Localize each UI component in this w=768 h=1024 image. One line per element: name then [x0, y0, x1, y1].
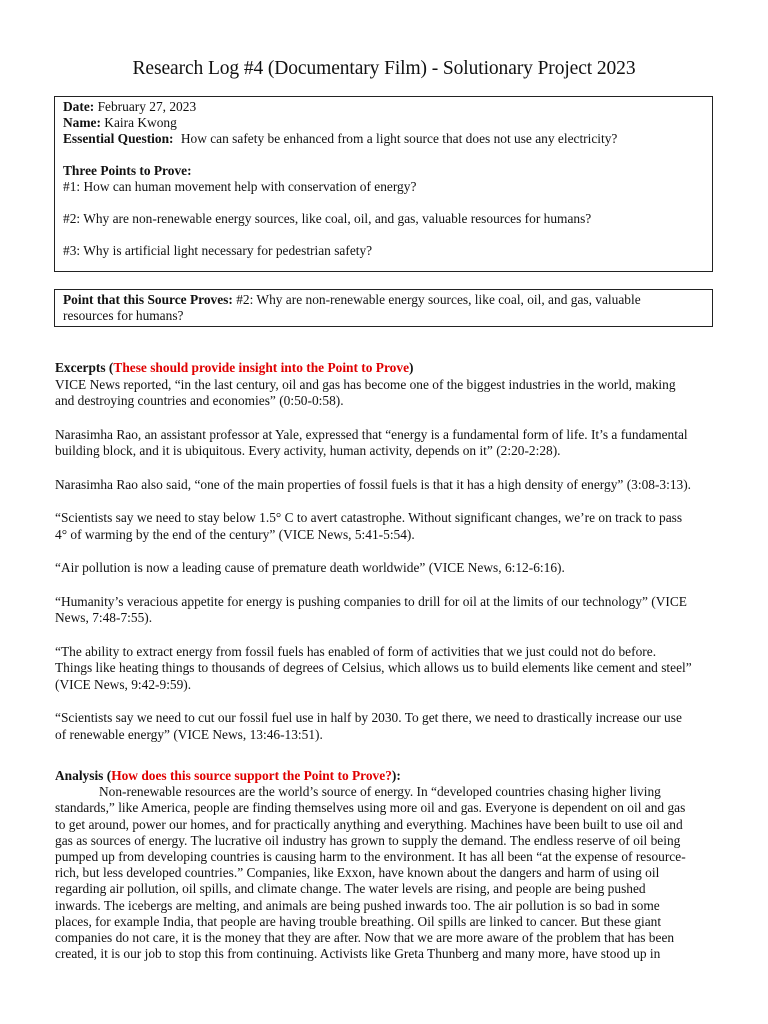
header-info-box	[54, 96, 713, 272]
point-2: #2: Why are non-renewable energy sources, like coal, oil, and gas, valuable resources for humans?	[63, 211, 592, 226]
excerpts-section	[55, 360, 717, 743]
page-title: Research Log #4 (Documentary Film) - Solutionary Project 2023	[132, 58, 636, 79]
excerpt-list	[55, 377, 717, 744]
excerpt-line: Narasimha Rao also said, “one of the main properties of fossil fuels is that it has a high density of energy” (3:08-3:13).	[55, 476, 692, 492]
essential-question-label: Essential Question:	[63, 131, 174, 146]
source-point-text-2: resources for humans?	[63, 308, 184, 323]
excerpt-item	[55, 427, 717, 460]
analysis-line: regarding air pollution, oil spills, and climate change. The water levels are rising, and people are being pushed	[55, 881, 646, 897]
excerpt-item	[55, 710, 717, 743]
essential-question-value: How can safety be enhanced from a light source that does not use any electricity?	[180, 131, 618, 146]
source-point-label: Point that this Source Proves:	[63, 292, 233, 307]
analysis-line: created, it is our job to stop this from continuing. Activists like Greta Thunberg and many more, have stood up in	[55, 946, 661, 962]
date-value: February 27, 2023	[97, 99, 197, 114]
essential-question-line	[63, 131, 704, 147]
excerpt-line: (VICE News, 9:42-9:59).	[55, 676, 192, 692]
analysis-line: rich, but less developed countries.” Companies, like Exxon, have known about the dangers and harm of using oil	[55, 865, 660, 881]
source-point-text-1: #2: Why are non-renewable energy sources, like coal, oil, and gas, valuable	[236, 292, 641, 307]
excerpt-line: and destroying countries and economies” (0:50-0:58).	[55, 393, 344, 408]
excerpt-line: “Air pollution is now a leading cause of premature death worldwide” (VICE News, 6:12-6:16).	[55, 560, 565, 575]
excerpts-heading-note: These should provide insight into the Point to Prove	[113, 360, 410, 375]
name-value: Kaira Kwong	[104, 115, 177, 130]
date-label: Date:	[63, 99, 95, 114]
analysis-heading: Analysis (How does this source support the Point to Prove?):	[55, 768, 401, 783]
excerpt-line: “Scientists say we need to stay below 1.5° C to avert catastrophe. Without significant changes, we’re on track to pass	[55, 510, 683, 525]
point-3: #3: Why is artificial light necessary for pedestrian safety?	[63, 243, 373, 258]
excerpt-line: 4° of warming by the end of the century” (VICE News, 5:41-5:54).	[55, 526, 415, 542]
analysis-line: gas as sources of energy. The lucrative oil industry has grown to supply the demand. The endless reserve of oil being	[55, 832, 681, 848]
analysis-line: to get around, power our homes, and for practically anything and everything. Machines have been built to use oil and	[55, 816, 683, 832]
excerpt-line: Narasimha Rao, an assistant professor at Yale, expressed that “energy is a fundamental form of life. It’s a fundamental	[55, 426, 688, 442]
date-line	[63, 99, 704, 115]
excerpt-line: “Scientists say we need to cut our fossil fuel use in half by 2030. To get there, we need to drastically increase our use	[55, 710, 682, 725]
analysis-paragraph	[55, 784, 717, 962]
excerpt-item	[55, 377, 717, 410]
excerpt-item	[55, 510, 717, 543]
analysis-line: inwards. The icebergs are melting, and animals are being pushed inwards too. The air pollution is so bad in some	[55, 897, 660, 913]
analysis-line: companies do not care, it is the money that they are after. Now that we are more aware of the problem that has been	[55, 930, 675, 946]
source-point-line-1	[63, 292, 704, 308]
excerpt-item	[55, 644, 717, 694]
analysis-line: Non-renewable resources are the world’s source of energy. In “developed countries chasing higher living	[99, 784, 661, 800]
excerpt-item	[55, 594, 717, 627]
points-heading: Three Points to Prove:	[63, 163, 192, 178]
name-line	[63, 115, 704, 131]
analysis-line: pumped up from developing countries is causing harm to the environment. It has all been “at the expense of resource-	[55, 849, 686, 865]
excerpts-heading: Excerpts (These should provide insight into the Point to Prove)	[55, 360, 414, 375]
point-1: #1: How can human movement help with conservation of energy?	[63, 179, 417, 194]
name-label: Name:	[63, 115, 101, 130]
excerpt-line: “Humanity’s veracious appetite for energy is pushing companies to drill for oil at the limits of our technology” (VICE	[55, 593, 687, 609]
analysis-line: places, for example India, that people are having trouble breathing. Oil spills are linked to cancer. But these giant	[55, 913, 662, 929]
excerpt-line: Things like heating things to thousands of degrees of Celsius, which allows us to build elements like cement and steel”	[55, 660, 692, 675]
excerpt-item	[55, 477, 717, 494]
excerpt-line: News, 7:48-7:55).	[55, 610, 153, 625]
excerpt-line: of renewable energy” (VICE News, 13:46-13:51).	[55, 726, 323, 742]
analysis-line: standards,” like America, people are finding themselves using more oil and gas. Everyone is dependent on oil and gas	[55, 800, 686, 816]
source-point-box	[54, 289, 713, 327]
excerpt-item	[55, 560, 717, 577]
excerpt-line: VICE News reported, “in the last century, oil and gas has become one of the biggest industries in the world, making	[55, 376, 676, 392]
excerpt-line: “The ability to extract energy from fossil fuels has enabled of form of activities that we just could not do before.	[55, 643, 657, 659]
excerpt-line: building block, and it is ubiquitous. Every activity, human activity, depends on it” (2:20-2:28).	[55, 443, 561, 458]
analysis-section	[55, 768, 717, 962]
analysis-heading-note: How does this source support the Point to Prove?	[111, 768, 392, 783]
